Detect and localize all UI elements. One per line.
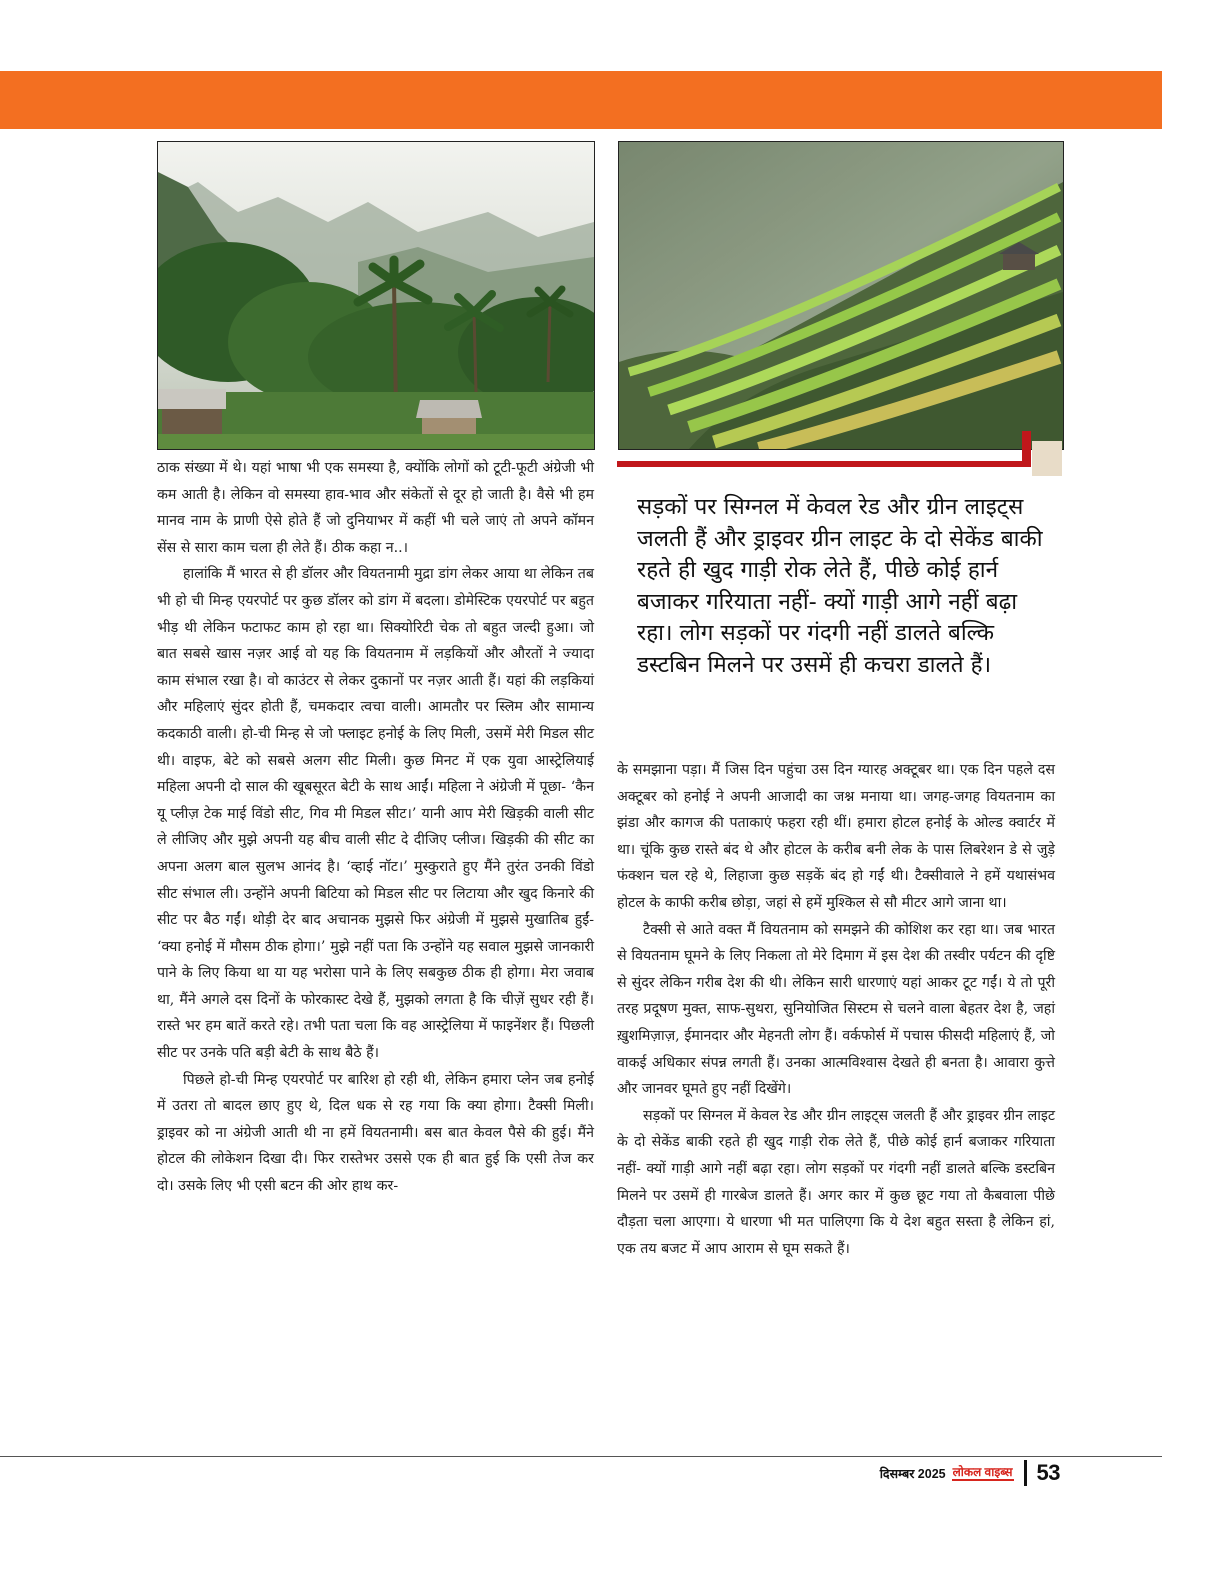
article-paragraph: टैक्सी से आते वक्त मैं वियतनाम को समझने की कोशिश कर रहा था। जब भारत से वियतनाम घूमने के लिए निकला तो मेरे दिमाग में इस देश की तस्वीर पर्यटन की दृष्टि से सुंदर लेकिन गरीब देश की थी। लेकिन सारी धारणाएं यहां आकर टूट गईं। ये तो पूरी तरह प्रदूषण मुक्त, साफ-सुथरा, सुनियोजित सिस्टम से चलने वाला बेहतर देश है, जहां ख़ुशमिज़ाज़, ईमानदार और मेहनती लोग हैं। वर्कफोर्स में पचास फीसदी महिलाएं हैं, जो वाकई अधिकार संपन्न लगती हैं। उनका आत्मविश्वास देखते ही बनता है। आवारा कुत्ते और जानवर घूमते हुए नहीं दिखेंगे। (617, 921, 1055, 1098)
quote-frame-cream-block (1032, 441, 1062, 476)
quote-frame-red-corner (1022, 431, 1031, 467)
article-paragraph: के समझाना पड़ा। मैं जिस दिन पहुंचा उस दिन ग्यारह अक्टूबर था। एक दिन पहले दस अक्टूबर को हनोई ने अपनी आजादी का जश्न मनाया था। जगह-जगह वियतनाम का झंडा और कागज की पताकाएं फहरा रही थीं। हमारा होटल हनोई के ओल्ड क्वार्टर में था। चूंकि कुछ रास्ते बंद थे और होटल के करीब बनी लेक के पास लिबरेशन डे से जुड़े फंक्शन चल रहे थे, लिहाजा कुछ सड़कें बंद हो गईं थी। टैक्सीवाले ने हमें यथासंभव होटल के काफी करीब छोड़ा, जहां से हमें मुश्किल से सौ मीटर आगे जाना था। (617, 762, 1055, 911)
article-paragraph: ठाक संख्या में थे। यहां भाषा भी एक समस्या है, क्योंकि लोगों को टूटी-फूटी अंग्रेजी भी कम आती है। लेकिन वो समस्या हाव-भाव और संकेतों से दूर हो जाती है। वैसे भी हम मानव नाम के प्राणी ऐसे होते हैं जो दुनियाभर में कहीं भी चले जाएं तो अपने कॉमन सेंस से सारा काम चला ही लेते हैं। ठीक कहा न..। (157, 460, 594, 556)
header-accent-band (0, 71, 1162, 129)
magazine-logo: लोकल वाइब्स (952, 1465, 1013, 1479)
footer-separator (1024, 1460, 1027, 1486)
rice-terraces-photo (618, 141, 1064, 450)
page-footer (880, 1460, 1060, 1486)
pull-quote: सड़कों पर सिग्नल में केवल रेड और ग्रीन लाइट्स जलती हैं और ड्राइवर ग्रीन लाइट के दो सेकेंड बाकी रहते ही खुद गाड़ी रोक लेते हैं, पीछे कोई हार्न बजाकर गरियाता नहीं- क्यों गाड़ी आगे नहीं बढ़ा रहा। लोग सड़कों पर गंदगी नहीं डालते बल्कि डस्टबिन मिलने पर उसमें ही कचरा डालते हैं। (637, 494, 1043, 678)
article-column-right (617, 757, 1055, 1262)
article-column-left (157, 455, 594, 1200)
pull-quote-frame (617, 431, 1062, 476)
page-number: 53 (1036, 1460, 1060, 1485)
quote-frame-red-rule (617, 461, 1027, 467)
footer-rule (0, 1456, 1162, 1457)
article-paragraph: हालांकि मैं भारत से ही डॉलर और वियतनामी मुद्रा डांग लेकर आया था लेकिन तब भी हो ची मिन्ह एयरपोर्ट पर कुछ डॉलर को डांग में बदला। डोमेस्टिक एयरपोर्ट पर बहुत भीड़ थी लेकिन फटाफट काम हो रहा था। सिक्योरिटी चेक तो बहुत जल्दी हुआ। जो बात सबसे खास नज़र आई वो यह कि वियतनाम में लड़कियों और औरतों ने ज्यादा काम संभाल रखा है। वो काउंटर से लेकर दुकानों पर नज़र आती हैं। यहां की लड़कियां और महिलाएं सुंदर होती हैं, चमकदार त्वचा वाली। आमतौर पर स्लिम और सामान्य कदकाठी वाली। हो-ची मिन्ह से जो फ्लाइट हनोई के लिए मिली, उसमें मेरी मिडल सीट थी। वाइफ, बेटे को सबसे अलग सीट मिली। कुछ मिनट में एक युवा आस्ट्रेलियाई महिला अपनी दो साल की खूबसूरत बेटी के साथ आईं। महिला ने अंग्रेजी में पूछा- ‘कैन यू प्लीज़ टेक माई विंडो सीट, गिव मी मिडल सीट।’ यानी आप मेरी खिड़की वाली सीट ले लीजिए और मुझे अपनी यह बीच वाली सीट दे दीजिए प्लीज। खिड़की की सीट का अपना अलग बाल सुलभ आनंद है। ‘व्हाई नॉट।’ मुस्कुराते हुए मैंने तुरंत उनकी विंडो सीट संभाल ली। उन्होंने अपनी बिटिया को मिडल सीट पर लिटाया और खुद किनारे की सीट पर बैठ गईं। थोड़ी देर बाद अचानक मुझसे फिर अंग्रेजी में मुझसे मुखातिब हुईं- ‘क्या हनोई में मौसम ठीक होगा।’ मुझे नहीं पता कि उन्होंने यह सवाल मुझसे जानकारी पाने के लिए किया था या यह भरोसा पाने के लिए सबकुछ ठीक ही होगा। मेरा जवाब था, मैंने अगले दस दिनों के फोरकास्ट देखे हैं, मुझको लगता है कि चीज़ें सुधर रही हैं। रास्ते भर हम बातें करते रहे। तभी पता चला कि वह आस्ट्रेलिया में फाइनेंशर हैं। पिछली सीट पर उनके पति बड़ी बेटी के साथ बैठे हैं। (157, 566, 594, 1062)
issue-date: दिसम्बर 2025 (879, 1466, 946, 1481)
rice-terraces-photo-graphic (619, 142, 1063, 449)
forest-photo (157, 141, 595, 450)
article-paragraph: पिछले हो-ची मिन्ह एयरपोर्ट पर बारिश हो रही थी, लेकिन हमारा प्लेन जब हनोई में उतरा तो बादल छाए हुए थे, दिल धक से रह गया कि क्या होगा। टैक्सी मिली। ड्राइवर को ना अंग्रेजी आती थी ना हमें वियतनामी। बस बात केवल पैसे की हुई। मैंने होटल की लोकेशन दिखा दी। फिर रास्तेभर उससे एक ही बात हुई कि एसी तेज कर दो। उसके लिए भी एसी बटन की ओर हाथ कर- (157, 1071, 594, 1195)
forest-photo-graphic (158, 142, 594, 449)
article-paragraph: सड़कों पर सिग्नल में केवल रेड और ग्रीन लाइट्स जलती हैं और ड्राइवर ग्रीन लाइट के दो सेकेंड बाकी रहते ही खुद गाड़ी रोक लेते हैं, पीछे कोई हार्न बजाकर गरियाता नहीं- क्यों गाड़ी आगे नहीं बढ़ा रहा। लोग सड़कों पर गंदगी नहीं डालते बल्कि डस्टबिन मिलने पर उसमें ही गारबेज डालते हैं। अगर कार में कुछ छूट गया तो कैबवाला पीछे दौड़ता चला आएगा। ये धारणा भी मत पालिएगा कि ये देश बहुत सस्ता है लेकिन हां, एक तय बजट में आप आराम से घूम सकते हैं। (617, 1107, 1055, 1257)
